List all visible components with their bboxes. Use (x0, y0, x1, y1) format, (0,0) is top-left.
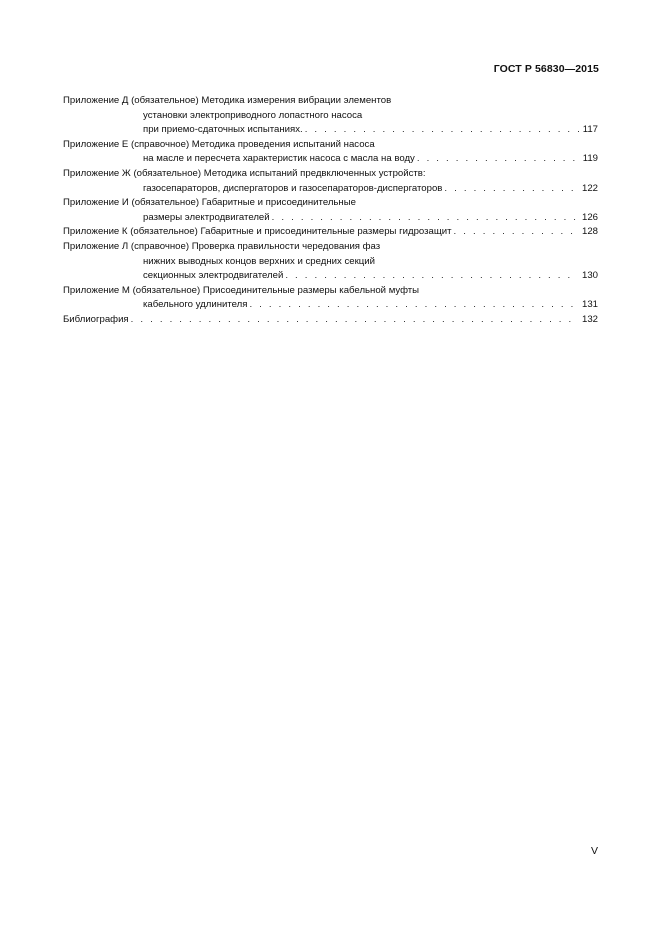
toc-entry-appendix-m[interactable] (63, 284, 598, 313)
toc-entry-last-line (63, 298, 598, 313)
dot-leader (272, 211, 578, 226)
toc-page-number: 117 (582, 124, 598, 136)
dot-leader (444, 182, 578, 197)
toc-entry-continuation: установки электроприводного лопастного насоса (143, 109, 363, 121)
toc-page-number: 132 (581, 313, 598, 325)
toc-entry-last-line (63, 225, 598, 240)
toc-entry-appendix-k[interactable] (63, 225, 598, 240)
toc-entry-title: Приложение Ж (обязательное) Методика испытаний предвключенных устройств: (63, 167, 426, 179)
toc-entry-appendix-d[interactable] (63, 94, 598, 138)
toc-entry-title: Приложение И (обязательное) Габаритные и присоединительные (63, 197, 356, 209)
toc-entry-title: Библиография (63, 313, 129, 325)
toc-entry-continuation: газосепараторов, диспергаторов и газосепараторов-диспергаторов (143, 182, 443, 194)
toc-entry-last-line (63, 211, 598, 226)
toc-entry-appendix-e[interactable] (63, 138, 598, 167)
table-of-contents (63, 94, 598, 328)
toc-entry-title: Приложение Е (справочное) Методика проведения испытаний насоса (63, 138, 375, 150)
toc-entry-continuation: при приемо-сдаточных испытаниях. (143, 124, 303, 136)
dot-leader (305, 123, 579, 138)
toc-page-number: 131 (581, 299, 598, 311)
toc-entry-continuation: нижних выводных концов верхних и средних секций (143, 255, 375, 267)
dot-leader (417, 152, 579, 167)
document-code: ГОСТ Р 56830—2015 (493, 63, 599, 75)
toc-entry-last-line (63, 269, 598, 284)
toc-entry-last-line (63, 182, 598, 197)
dot-leader (454, 225, 578, 240)
toc-entry-title: Приложение К (обязательное) Габаритные и присоединительные размеры гидрозащит (63, 226, 452, 238)
toc-entry-appendix-i[interactable] (63, 196, 598, 225)
toc-entry-continuation: кабельного удлинителя (143, 299, 248, 311)
toc-page-number: 128 (581, 226, 598, 238)
toc-entry-continuation: на масле и пересчета характеристик насоса с масла на воду (143, 153, 415, 165)
dot-leader (131, 313, 578, 328)
toc-entry-appendix-l[interactable] (63, 240, 598, 284)
dot-leader (285, 269, 578, 284)
toc-entry-last-line (63, 123, 598, 138)
dot-leader (249, 298, 578, 313)
toc-entry-last-line (63, 152, 598, 167)
toc-page-number: 122 (581, 182, 598, 194)
page-number: V (590, 845, 598, 857)
toc-page-number: 130 (581, 270, 598, 282)
toc-entry-continuation: размеры электродвигателей (143, 211, 270, 223)
toc-entry-continuation: секционных электродвигателей (143, 270, 284, 282)
toc-entry-title: Приложение Д (обязательное) Методика измерения вибрации элементов (63, 95, 392, 106)
toc-entry-last-line (63, 313, 598, 328)
toc-entry-bibliography[interactable] (63, 313, 598, 328)
toc-entry-appendix-zh[interactable] (63, 167, 598, 196)
toc-entry-title: Приложение Л (справочное) Проверка правильности чередования фаз (63, 240, 381, 252)
toc-page-number: 126 (581, 211, 598, 223)
toc-page-number: 119 (582, 153, 598, 165)
toc-entry-title: Приложение М (обязательное) Присоединительные размеры кабельной муфты (63, 284, 420, 296)
